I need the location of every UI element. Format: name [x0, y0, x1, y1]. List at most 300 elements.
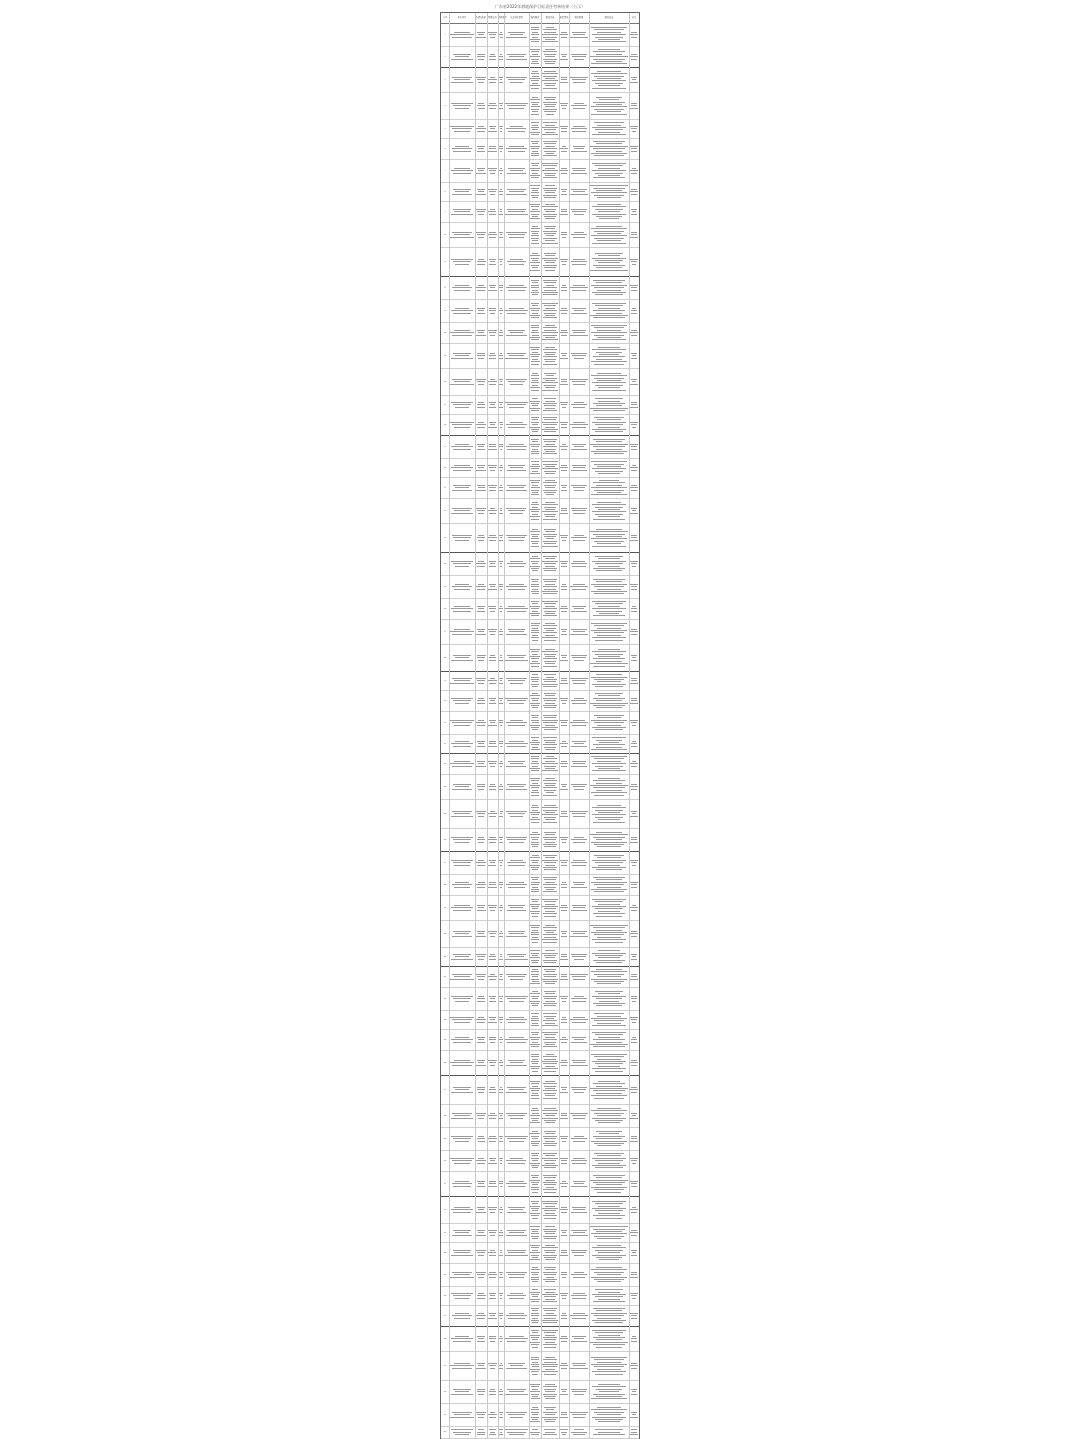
illegible-text-area: [499, 761, 503, 768]
illegible-text-requirement: [530, 1054, 540, 1073]
illegible-text-situation: [505, 655, 528, 662]
row-number: 19: [443, 445, 447, 448]
illegible-text-unit: [450, 1136, 474, 1143]
illegible-text-conclusion: [590, 204, 628, 221]
illegible-text-requirement: [530, 1267, 540, 1284]
row-number: 39: [443, 906, 447, 909]
illegible-text-measure: [542, 1289, 558, 1303]
illegible-text-deadline: [570, 882, 588, 889]
illegible-text-measure: [542, 325, 558, 342]
illegible-text-unit: [450, 1363, 474, 1370]
illegible-text-status: [560, 259, 568, 266]
illegible-text-status: [560, 905, 568, 912]
row-number: 62: [443, 1431, 447, 1433]
illegible-text-status: [560, 974, 568, 981]
illegible-text-code: [488, 811, 497, 818]
illegible-text-remark: [630, 905, 638, 912]
row-number: 17: [443, 403, 447, 406]
illegible-text-situation: [505, 1363, 528, 1370]
illegible-text-status: [560, 784, 568, 791]
table-row: [441, 576, 639, 599]
header-cell-remark: 备注: [631, 16, 637, 19]
illegible-text-unit: [450, 1429, 474, 1436]
illegible-text-town: [476, 784, 486, 791]
illegible-text-area: [499, 1429, 503, 1436]
table-row: [441, 829, 639, 852]
illegible-text-code: [488, 259, 497, 266]
row-number: 50: [443, 1159, 447, 1162]
illegible-text-deadline: [570, 535, 588, 542]
illegible-text-situation: [505, 189, 528, 196]
illegible-text-measure: [542, 756, 558, 773]
illegible-text-unit: [450, 655, 474, 662]
illegible-text-measure: [542, 529, 558, 548]
illegible-text-code: [488, 54, 497, 61]
illegible-text-town: [476, 485, 486, 492]
illegible-text-measure: [542, 303, 558, 320]
illegible-text-situation: [505, 1336, 528, 1343]
illegible-text-area: [499, 444, 503, 451]
illegible-text-measure: [542, 1357, 558, 1376]
illegible-text-conclusion: [590, 1175, 628, 1194]
illegible-text-area: [499, 330, 503, 337]
illegible-text-unit: [450, 285, 474, 292]
illegible-text-code: [488, 1429, 497, 1436]
illegible-text-area: [499, 606, 503, 613]
illegible-text-town: [476, 931, 486, 938]
illegible-text-requirement: [530, 97, 540, 116]
illegible-text-situation: [505, 209, 528, 216]
illegible-text-requirement: [530, 715, 540, 732]
illegible-text-status: [560, 77, 568, 84]
illegible-text-situation: [505, 77, 528, 84]
illegible-text-code: [488, 535, 497, 542]
illegible-text-town: [476, 741, 486, 748]
illegible-text-town: [476, 535, 486, 542]
illegible-text-remark: [630, 379, 638, 386]
illegible-text-situation: [505, 103, 528, 110]
illegible-text-area: [499, 974, 503, 981]
illegible-text-remark: [630, 1412, 638, 1419]
illegible-text-deadline: [570, 32, 588, 39]
illegible-text-requirement: [530, 649, 540, 668]
row-number: 2: [444, 55, 446, 58]
illegible-text-measure: [542, 877, 558, 894]
table-row: [441, 1076, 639, 1105]
illegible-text-measure: [542, 1108, 558, 1125]
illegible-text-area: [499, 784, 503, 791]
column-divider: [589, 13, 590, 1439]
illegible-text-requirement: [530, 27, 540, 44]
table-row: [441, 183, 639, 202]
column-divider: [449, 13, 450, 1439]
row-number: 14: [443, 331, 447, 334]
illegible-text-measure: [542, 1201, 558, 1220]
illegible-text-situation: [505, 1250, 528, 1257]
illegible-text-requirement: [530, 693, 540, 710]
illegible-text-remark: [630, 1389, 638, 1396]
illegible-text-unit: [450, 402, 474, 409]
illegible-text-conclusion: [590, 1081, 628, 1100]
illegible-text-area: [499, 285, 503, 292]
column-divider: [541, 13, 542, 1439]
table-row: [441, 1151, 639, 1172]
illegible-text-status: [560, 1181, 568, 1188]
illegible-text-situation: [505, 1230, 528, 1237]
illegible-text-status: [560, 1429, 568, 1436]
illegible-text-requirement: [530, 1032, 540, 1049]
illegible-text-unit: [450, 860, 474, 867]
header-cell-no: 序号: [442, 16, 448, 19]
illegible-text-status: [560, 1293, 568, 1300]
illegible-text-unit: [450, 189, 474, 196]
illegible-text-code: [488, 761, 497, 768]
illegible-text-deadline: [570, 1158, 588, 1165]
illegible-text-code: [488, 1037, 497, 1044]
illegible-text-town: [476, 629, 486, 636]
illegible-text-unit: [450, 54, 474, 61]
illegible-text-town: [476, 32, 486, 39]
row-number: 35: [443, 812, 447, 815]
illegible-text-unit: [450, 761, 474, 768]
illegible-text-measure: [542, 1384, 558, 1401]
table-header: [441, 13, 639, 24]
table-row: [441, 202, 639, 223]
illegible-text-remark: [630, 784, 638, 791]
row-number: 59: [443, 1364, 447, 1367]
illegible-text-measure: [542, 649, 558, 668]
illegible-text-requirement: [530, 480, 540, 497]
row-number: 31: [443, 721, 447, 724]
illegible-text-conclusion: [590, 1308, 628, 1325]
illegible-text-conclusion: [590, 969, 628, 986]
illegible-text-deadline: [570, 232, 588, 239]
illegible-text-situation: [505, 1113, 528, 1120]
illegible-text-measure: [542, 805, 558, 824]
illegible-text-status: [560, 209, 568, 216]
illegible-text-conclusion: [590, 97, 628, 116]
illegible-text-area: [499, 837, 503, 844]
illegible-text-unit: [450, 1060, 474, 1067]
row-number: 13: [443, 309, 447, 312]
illegible-text-area: [499, 1181, 503, 1188]
illegible-text-deadline: [570, 561, 588, 568]
illegible-text-conclusion: [590, 1429, 628, 1436]
illegible-text-area: [499, 931, 503, 938]
illegible-text-town: [476, 1207, 486, 1214]
illegible-text-code: [488, 837, 497, 844]
illegible-text-unit: [450, 146, 474, 153]
illegible-text-deadline: [570, 465, 588, 472]
illegible-text-unit: [450, 535, 474, 542]
table-row: [441, 139, 639, 160]
illegible-text-area: [499, 168, 503, 175]
illegible-text-area: [499, 811, 503, 818]
row-number: 44: [443, 1018, 447, 1021]
illegible-text-situation: [505, 232, 528, 239]
illegible-text-requirement: [530, 1308, 540, 1325]
column-divider: [475, 13, 476, 1439]
illegible-text-town: [476, 882, 486, 889]
illegible-text-code: [488, 285, 497, 292]
illegible-text-area: [499, 741, 503, 748]
illegible-text-conclusion: [590, 529, 628, 548]
illegible-text-measure: [542, 97, 558, 116]
illegible-text-unit: [450, 1087, 474, 1094]
illegible-text-unit: [450, 259, 474, 266]
illegible-text-code: [488, 629, 497, 636]
illegible-text-deadline: [570, 444, 588, 451]
illegible-text-deadline: [570, 77, 588, 84]
illegible-text-requirement: [530, 1081, 540, 1100]
illegible-text-area: [499, 103, 503, 110]
illegible-text-conclusion: [590, 303, 628, 320]
illegible-text-remark: [630, 678, 638, 685]
illegible-text-deadline: [570, 1230, 588, 1237]
table-row: [441, 967, 639, 988]
illegible-text-requirement: [530, 674, 540, 688]
row-number: 48: [443, 1114, 447, 1117]
illegible-text-unit: [450, 1336, 474, 1343]
column-divider: [559, 13, 560, 1439]
illegible-text-situation: [505, 784, 528, 791]
illegible-text-remark: [630, 465, 638, 472]
table-row: [441, 369, 639, 396]
table-row: [441, 344, 639, 369]
row-number: 7: [444, 169, 446, 172]
illegible-text-requirement: [530, 141, 540, 158]
illegible-text-status: [560, 485, 568, 492]
illegible-text-unit: [450, 931, 474, 938]
illegible-text-code: [488, 444, 497, 451]
illegible-text-remark: [630, 330, 638, 337]
illegible-text-code: [488, 584, 497, 591]
illegible-text-town: [476, 232, 486, 239]
illegible-text-unit: [450, 1250, 474, 1257]
illegible-text-conclusion: [590, 1330, 628, 1349]
illegible-text-status: [560, 330, 568, 337]
illegible-text-unit: [450, 741, 474, 748]
illegible-text-town: [476, 655, 486, 662]
row-number: 45: [443, 1038, 447, 1041]
illegible-text-town: [476, 1037, 486, 1044]
illegible-text-situation: [505, 1272, 528, 1279]
illegible-text-situation: [505, 259, 528, 266]
illegible-text-status: [560, 32, 568, 39]
illegible-text-status: [560, 1363, 568, 1370]
table-row: [441, 47, 639, 68]
row-number: 38: [443, 883, 447, 886]
illegible-text-situation: [505, 146, 528, 153]
illegible-text-status: [560, 1336, 568, 1343]
illegible-text-conclusion: [590, 1201, 628, 1220]
illegible-text-deadline: [570, 698, 588, 705]
illegible-text-conclusion: [590, 226, 628, 245]
illegible-text-situation: [505, 996, 528, 1003]
illegible-text-requirement: [530, 163, 540, 180]
illegible-text-requirement: [530, 991, 540, 1008]
illegible-text-requirement: [530, 1245, 540, 1262]
illegible-text-measure: [542, 674, 558, 688]
row-number: 34: [443, 785, 447, 788]
illegible-text-situation: [505, 882, 528, 889]
illegible-text-conclusion: [590, 325, 628, 342]
table-row: [441, 1381, 639, 1404]
illegible-text-area: [499, 465, 503, 472]
row-number: 28: [443, 656, 447, 659]
illegible-text-measure: [542, 439, 558, 456]
illegible-text-unit: [450, 678, 474, 685]
illegible-text-area: [499, 1293, 503, 1300]
header-cell-measure: 整改措施: [545, 16, 555, 19]
illegible-text-requirement: [530, 49, 540, 66]
illegible-text-conclusion: [590, 778, 628, 797]
table-row: [441, 735, 639, 754]
illegible-text-code: [488, 931, 497, 938]
illegible-text-remark: [630, 1037, 638, 1044]
illegible-text-deadline: [570, 1389, 588, 1396]
illegible-text-situation: [505, 1017, 528, 1024]
illegible-text-remark: [630, 209, 638, 216]
illegible-text-area: [499, 146, 503, 153]
table-row: [441, 1051, 639, 1076]
illegible-text-situation: [505, 1181, 528, 1188]
illegible-text-town: [476, 285, 486, 292]
row-number: 29: [443, 679, 447, 682]
illegible-text-area: [499, 422, 503, 429]
illegible-text-unit: [450, 837, 474, 844]
illegible-text-deadline: [570, 974, 588, 981]
illegible-text-remark: [630, 882, 638, 889]
illegible-text-remark: [630, 1250, 638, 1257]
illegible-text-deadline: [570, 1087, 588, 1094]
header-cell-deadline: 整改时限: [574, 16, 584, 19]
row-number: 4: [444, 104, 446, 107]
illegible-text-conclusion: [590, 737, 628, 751]
illegible-text-requirement: [530, 1407, 540, 1424]
illegible-text-requirement: [530, 373, 540, 392]
illegible-text-area: [499, 32, 503, 39]
illegible-text-remark: [630, 811, 638, 818]
illegible-text-remark: [630, 741, 638, 748]
illegible-text-conclusion: [590, 141, 628, 158]
illegible-text-measure: [542, 601, 558, 618]
illegible-text-status: [560, 353, 568, 360]
illegible-text-remark: [630, 77, 638, 84]
illegible-text-measure: [542, 1429, 558, 1436]
illegible-text-code: [488, 189, 497, 196]
illegible-text-deadline: [570, 209, 588, 216]
illegible-text-town: [476, 259, 486, 266]
illegible-text-status: [560, 508, 568, 515]
illegible-text-measure: [542, 832, 558, 849]
illegible-text-code: [488, 32, 497, 39]
row-number: 60: [443, 1390, 447, 1393]
illegible-text-requirement: [530, 502, 540, 521]
illegible-text-status: [560, 698, 568, 705]
illegible-text-deadline: [570, 1136, 588, 1143]
illegible-text-area: [499, 561, 503, 568]
illegible-text-situation: [505, 508, 528, 515]
illegible-text-area: [499, 1313, 503, 1320]
illegible-text-code: [488, 741, 497, 748]
table-row: [441, 775, 639, 800]
illegible-text-measure: [542, 991, 558, 1008]
illegible-text-remark: [630, 402, 638, 409]
illegible-text-area: [499, 1087, 503, 1094]
illegible-text-conclusion: [590, 1407, 628, 1424]
illegible-text-unit: [450, 996, 474, 1003]
illegible-text-situation: [505, 444, 528, 451]
illegible-text-status: [560, 146, 568, 153]
illegible-text-situation: [505, 168, 528, 175]
illegible-text-remark: [630, 1136, 638, 1143]
illegible-text-unit: [450, 308, 474, 315]
illegible-text-requirement: [530, 226, 540, 245]
illegible-text-code: [488, 1230, 497, 1237]
illegible-text-area: [499, 954, 503, 961]
illegible-text-measure: [542, 556, 558, 573]
illegible-text-measure: [542, 49, 558, 66]
illegible-text-measure: [542, 71, 558, 90]
illegible-text-area: [499, 189, 503, 196]
row-number: 49: [443, 1137, 447, 1140]
header-cell-code: 图斑编号: [488, 16, 497, 19]
table-row: [441, 691, 639, 712]
illegible-text-situation: [505, 1389, 528, 1396]
illegible-text-code: [488, 1207, 497, 1214]
table-row: [441, 248, 639, 277]
illegible-text-measure: [542, 1226, 558, 1240]
illegible-text-measure: [542, 1245, 558, 1262]
illegible-text-unit: [450, 561, 474, 568]
illegible-text-deadline: [570, 954, 588, 961]
row-number: 6: [444, 147, 446, 150]
illegible-text-remark: [630, 444, 638, 451]
table-row: [441, 800, 639, 829]
illegible-text-town: [476, 330, 486, 337]
table-row: [441, 24, 639, 47]
illegible-text-status: [560, 422, 568, 429]
row-number: 55: [443, 1273, 447, 1276]
illegible-text-situation: [505, 1037, 528, 1044]
illegible-text-status: [560, 741, 568, 748]
illegible-text-deadline: [570, 1017, 588, 1024]
illegible-text-area: [499, 1336, 503, 1343]
illegible-text-requirement: [530, 347, 540, 366]
column-divider: [487, 13, 488, 1439]
illegible-text-unit: [450, 485, 474, 492]
illegible-text-conclusion: [590, 1131, 628, 1148]
illegible-text-unit: [450, 1272, 474, 1279]
illegible-text-deadline: [570, 103, 588, 110]
illegible-text-town: [476, 508, 486, 515]
column-divider: [569, 13, 570, 1439]
illegible-text-area: [499, 508, 503, 515]
row-number: 10: [443, 233, 447, 236]
illegible-text-measure: [542, 1013, 558, 1027]
illegible-text-situation: [505, 422, 528, 429]
illegible-text-conclusion: [590, 398, 628, 412]
illegible-text-area: [499, 584, 503, 591]
illegible-text-code: [488, 77, 497, 84]
row-number: 16: [443, 380, 447, 383]
illegible-text-requirement: [530, 1330, 540, 1349]
illegible-text-measure: [542, 1175, 558, 1194]
illegible-text-requirement: [530, 1175, 540, 1194]
illegible-text-status: [560, 444, 568, 451]
table-row: [441, 68, 639, 93]
